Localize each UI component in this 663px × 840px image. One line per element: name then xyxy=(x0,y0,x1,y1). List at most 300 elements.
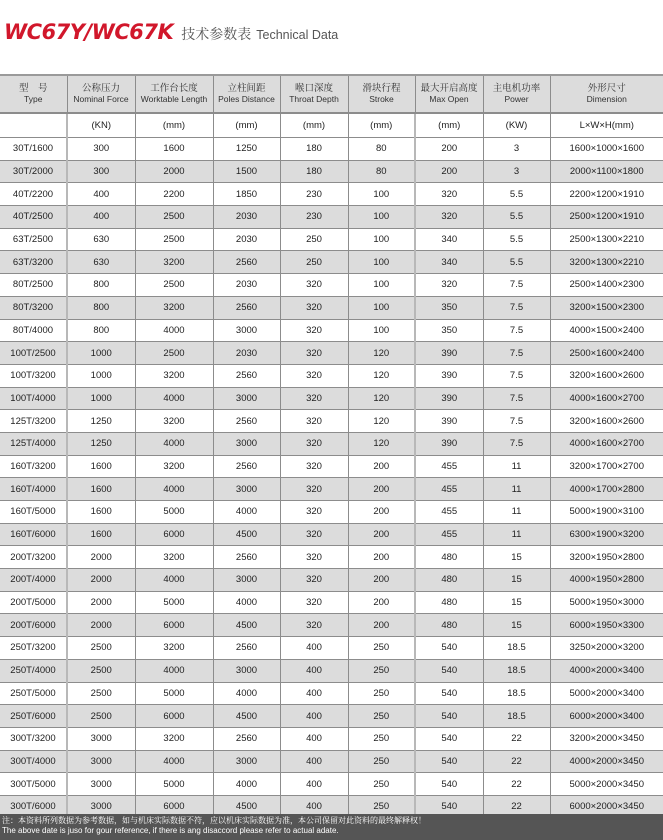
value-cell: 320 xyxy=(280,569,348,592)
value-cell: 250 xyxy=(348,637,415,660)
column-header xyxy=(0,75,67,113)
model-cell: 300T/3200 xyxy=(0,727,67,750)
value-cell: 400 xyxy=(280,727,348,750)
value-cell: 3000 xyxy=(213,750,280,773)
value-cell: 2500×1200×1910 xyxy=(550,206,663,229)
value-cell: 540 xyxy=(415,795,483,818)
value-cell: 2500×1600×2400 xyxy=(550,342,663,365)
value-cell: 350 xyxy=(415,296,483,319)
value-cell: 4000 xyxy=(213,591,280,614)
value-cell: 320 xyxy=(415,274,483,297)
value-cell: 230 xyxy=(280,183,348,206)
table-row xyxy=(0,228,663,251)
table-row xyxy=(0,569,663,592)
value-cell: 1000 xyxy=(67,342,135,365)
value-cell: 2500 xyxy=(135,274,213,297)
value-cell: 120 xyxy=(348,432,415,455)
model-cell: 300T/4000 xyxy=(0,750,67,773)
table-row xyxy=(0,410,663,433)
value-cell: 3000 xyxy=(67,795,135,818)
model-cell: 200T/4000 xyxy=(0,569,67,592)
column-header-cn: 工作台长度 xyxy=(150,83,198,94)
value-cell: 230 xyxy=(280,206,348,229)
value-cell: 200 xyxy=(348,501,415,524)
model-cell: 100T/4000 xyxy=(0,387,67,410)
value-cell: 390 xyxy=(415,410,483,433)
value-cell: 100 xyxy=(348,251,415,274)
value-cell: 320 xyxy=(280,364,348,387)
value-cell: 4000 xyxy=(135,750,213,773)
value-cell: 390 xyxy=(415,342,483,365)
value-cell: 7.5 xyxy=(483,387,550,410)
column-header-cn: 主电机功率 xyxy=(492,83,541,94)
table-row xyxy=(0,637,663,660)
value-cell: 320 xyxy=(280,274,348,297)
model-cell: 250T/3200 xyxy=(0,637,67,660)
value-cell: 1600 xyxy=(135,138,213,161)
model-cell: 250T/5000 xyxy=(0,682,67,705)
column-header-en: Power xyxy=(504,94,529,104)
value-cell: 455 xyxy=(415,501,483,524)
unit-cell: (mm) xyxy=(348,113,415,138)
value-cell: 2500 xyxy=(135,228,213,251)
value-cell: 11 xyxy=(483,478,550,501)
value-cell: 4000 xyxy=(135,569,213,592)
value-cell: 2030 xyxy=(213,206,280,229)
value-cell: 4000 xyxy=(135,387,213,410)
model-cell: 30T/2000 xyxy=(0,160,67,183)
value-cell: 200 xyxy=(348,478,415,501)
model-cell: 160T/3200 xyxy=(0,455,67,478)
value-cell: 7.5 xyxy=(483,364,550,387)
value-cell: 22 xyxy=(483,773,550,796)
model-cell: 80T/2500 xyxy=(0,274,67,297)
value-cell: 6000 xyxy=(135,523,213,546)
table-header-row xyxy=(0,75,663,113)
value-cell: 2560 xyxy=(213,637,280,660)
value-cell: 200 xyxy=(415,160,483,183)
table-row xyxy=(0,773,663,796)
column-header-cn: 立柱间距 xyxy=(227,83,266,94)
value-cell: 2200 xyxy=(135,183,213,206)
value-cell: 180 xyxy=(280,160,348,183)
value-cell: 80 xyxy=(348,160,415,183)
value-cell: 400 xyxy=(67,206,135,229)
column-header xyxy=(348,75,415,113)
table-row xyxy=(0,591,663,614)
value-cell: 540 xyxy=(415,773,483,796)
value-cell: 250 xyxy=(348,727,415,750)
value-cell: 200 xyxy=(348,591,415,614)
value-cell: 3200×2000×3450 xyxy=(550,727,663,750)
value-cell: 11 xyxy=(483,523,550,546)
value-cell: 80 xyxy=(348,138,415,161)
column-header-en: Nominal Force xyxy=(73,94,129,104)
value-cell: 320 xyxy=(280,478,348,501)
table-row xyxy=(0,183,663,206)
note-chinese: 注：本资料所列数据为参考数据，如与机床实际数据不符，应以机床实际数据为准，本公司保留对此资料的最终解释权！ xyxy=(2,816,426,825)
value-cell: 1600 xyxy=(67,523,135,546)
table-row xyxy=(0,682,663,705)
table-row xyxy=(0,546,663,569)
technical-data-table xyxy=(0,74,663,819)
table-row xyxy=(0,659,663,682)
value-cell: 3000 xyxy=(67,727,135,750)
value-cell: 5000×2000×3450 xyxy=(550,773,663,796)
value-cell: 4000×2000×3450 xyxy=(550,750,663,773)
value-cell: 1250 xyxy=(213,138,280,161)
value-cell: 18.5 xyxy=(483,659,550,682)
column-header-cn: 最大开启高度 xyxy=(420,83,478,94)
value-cell: 540 xyxy=(415,682,483,705)
value-cell: 3200 xyxy=(135,296,213,319)
value-cell: 3250×2000×3200 xyxy=(550,637,663,660)
value-cell: 7.5 xyxy=(483,432,550,455)
value-cell: 3200 xyxy=(135,455,213,478)
value-cell: 320 xyxy=(280,523,348,546)
value-cell: 2560 xyxy=(213,251,280,274)
value-cell: 6000 xyxy=(135,795,213,818)
value-cell: 5000×2000×3400 xyxy=(550,682,663,705)
unit-cell: (mm) xyxy=(213,113,280,138)
model-cell: 300T/6000 xyxy=(0,795,67,818)
value-cell: 320 xyxy=(280,342,348,365)
value-cell: 1600 xyxy=(67,478,135,501)
value-cell: 3000 xyxy=(213,387,280,410)
value-cell: 350 xyxy=(415,319,483,342)
value-cell: 480 xyxy=(415,569,483,592)
table-row xyxy=(0,138,663,161)
value-cell: 18.5 xyxy=(483,705,550,728)
value-cell: 800 xyxy=(67,274,135,297)
model-cell: 125T/3200 xyxy=(0,410,67,433)
model-cell: 80T/4000 xyxy=(0,319,67,342)
table-row xyxy=(0,614,663,637)
value-cell: 3200×1700×2700 xyxy=(550,455,663,478)
value-cell: 200 xyxy=(348,546,415,569)
value-cell: 250 xyxy=(348,750,415,773)
table-row xyxy=(0,432,663,455)
column-header xyxy=(483,75,550,113)
table-row xyxy=(0,750,663,773)
value-cell: 100 xyxy=(348,228,415,251)
model-cell: 40T/2200 xyxy=(0,183,67,206)
value-cell: 2000 xyxy=(67,546,135,569)
value-cell: 18.5 xyxy=(483,682,550,705)
column-header-en: Throat Depth xyxy=(289,94,339,104)
value-cell: 340 xyxy=(415,251,483,274)
value-cell: 320 xyxy=(280,591,348,614)
model-cell: 160T/4000 xyxy=(0,478,67,501)
value-cell: 2560 xyxy=(213,546,280,569)
value-cell: 4000×1950×2800 xyxy=(550,569,663,592)
table-row xyxy=(0,523,663,546)
value-cell: 4000 xyxy=(135,432,213,455)
model-cell: 200T/3200 xyxy=(0,546,67,569)
value-cell: 480 xyxy=(415,546,483,569)
value-cell: 5000×1950×3000 xyxy=(550,591,663,614)
value-cell: 2560 xyxy=(213,727,280,750)
value-cell: 2560 xyxy=(213,296,280,319)
value-cell: 7.5 xyxy=(483,342,550,365)
value-cell: 1000 xyxy=(67,387,135,410)
model-cell: 100T/3200 xyxy=(0,364,67,387)
column-header-en: Poles Distance xyxy=(218,94,275,104)
value-cell: 250 xyxy=(280,228,348,251)
column-header xyxy=(280,75,348,113)
value-cell: 120 xyxy=(348,342,415,365)
model-cell: 63T/3200 xyxy=(0,251,67,274)
value-cell: 2560 xyxy=(213,364,280,387)
value-cell: 320 xyxy=(280,614,348,637)
value-cell: 4000×2000×3400 xyxy=(550,659,663,682)
value-cell: 3000 xyxy=(213,319,280,342)
table-row xyxy=(0,296,663,319)
value-cell: 2030 xyxy=(213,342,280,365)
column-header xyxy=(135,75,213,113)
table-row xyxy=(0,160,663,183)
value-cell: 400 xyxy=(280,750,348,773)
value-cell: 630 xyxy=(67,228,135,251)
value-cell: 2500×1300×2210 xyxy=(550,228,663,251)
value-cell: 120 xyxy=(348,387,415,410)
value-cell: 11 xyxy=(483,455,550,478)
value-cell: 5000 xyxy=(135,591,213,614)
value-cell: 7.5 xyxy=(483,319,550,342)
value-cell: 3200×1600×2600 xyxy=(550,410,663,433)
column-header xyxy=(415,75,483,113)
unit-cell: (KN) xyxy=(67,113,135,138)
value-cell: 22 xyxy=(483,727,550,750)
value-cell: 3000 xyxy=(213,569,280,592)
title-english: Technical Data xyxy=(256,28,339,42)
model-cell: 300T/5000 xyxy=(0,773,67,796)
value-cell: 22 xyxy=(483,750,550,773)
model-cell: 100T/2500 xyxy=(0,342,67,365)
table-row xyxy=(0,478,663,501)
value-cell: 1600 xyxy=(67,455,135,478)
value-cell: 320 xyxy=(280,432,348,455)
value-cell: 1600 xyxy=(67,501,135,524)
column-header-en: Stroke xyxy=(369,94,394,104)
value-cell: 400 xyxy=(280,795,348,818)
value-cell: 2500 xyxy=(67,659,135,682)
model-cell: 30T/1600 xyxy=(0,138,67,161)
value-cell: 4500 xyxy=(213,523,280,546)
value-cell: 390 xyxy=(415,387,483,410)
value-cell: 1250 xyxy=(67,410,135,433)
value-cell: 3200 xyxy=(135,251,213,274)
value-cell: 5000 xyxy=(135,501,213,524)
value-cell: 3000 xyxy=(213,478,280,501)
value-cell: 455 xyxy=(415,478,483,501)
value-cell: 2560 xyxy=(213,410,280,433)
value-cell: 200 xyxy=(415,138,483,161)
value-cell: 4000 xyxy=(135,478,213,501)
value-cell: 4500 xyxy=(213,614,280,637)
table-row xyxy=(0,251,663,274)
unit-cell: L×W×H(mm) xyxy=(550,113,663,138)
value-cell: 5.5 xyxy=(483,183,550,206)
value-cell: 540 xyxy=(415,637,483,660)
value-cell: 4000×1700×2800 xyxy=(550,478,663,501)
table-row xyxy=(0,705,663,728)
value-cell: 5.5 xyxy=(483,228,550,251)
value-cell: 11 xyxy=(483,501,550,524)
value-cell: 1600×1000×1600 xyxy=(550,138,663,161)
value-cell: 320 xyxy=(415,206,483,229)
value-cell: 4500 xyxy=(213,795,280,818)
value-cell: 2000 xyxy=(135,160,213,183)
value-cell: 390 xyxy=(415,364,483,387)
value-cell: 6000×1950×3300 xyxy=(550,614,663,637)
value-cell: 200 xyxy=(348,455,415,478)
value-cell: 180 xyxy=(280,138,348,161)
value-cell: 540 xyxy=(415,727,483,750)
value-cell: 7.5 xyxy=(483,296,550,319)
value-cell: 7.5 xyxy=(483,274,550,297)
model-cell: 160T/6000 xyxy=(0,523,67,546)
value-cell: 200 xyxy=(348,614,415,637)
value-cell: 800 xyxy=(67,319,135,342)
value-cell: 480 xyxy=(415,591,483,614)
value-cell: 300 xyxy=(67,138,135,161)
value-cell: 400 xyxy=(280,773,348,796)
value-cell: 320 xyxy=(280,455,348,478)
value-cell: 6000×2000×3450 xyxy=(550,795,663,818)
value-cell: 2000×1100×1800 xyxy=(550,160,663,183)
value-cell: 4500 xyxy=(213,705,280,728)
value-cell: 100 xyxy=(348,183,415,206)
value-cell: 3200 xyxy=(135,410,213,433)
value-cell: 6000 xyxy=(135,705,213,728)
value-cell: 250 xyxy=(348,659,415,682)
value-cell: 3200 xyxy=(135,637,213,660)
value-cell: 2560 xyxy=(213,455,280,478)
column-header-cn: 型 号 xyxy=(18,83,48,94)
footer-note xyxy=(0,814,663,840)
value-cell: 3200 xyxy=(135,364,213,387)
value-cell: 3000 xyxy=(67,750,135,773)
value-cell: 2030 xyxy=(213,228,280,251)
value-cell: 2500 xyxy=(67,637,135,660)
value-cell: 250 xyxy=(348,682,415,705)
value-cell: 5000 xyxy=(135,773,213,796)
column-header-cn: 滑块行程 xyxy=(362,83,401,94)
table-row xyxy=(0,364,663,387)
value-cell: 4000×1600×2700 xyxy=(550,432,663,455)
page-title xyxy=(4,20,338,48)
value-cell: 100 xyxy=(348,296,415,319)
column-header-en: Type xyxy=(24,94,43,104)
value-cell: 100 xyxy=(348,274,415,297)
table-row xyxy=(0,319,663,342)
table-row xyxy=(0,501,663,524)
value-cell: 400 xyxy=(280,637,348,660)
model-cell: 250T/4000 xyxy=(0,659,67,682)
model-cell: 200T/5000 xyxy=(0,591,67,614)
value-cell: 250 xyxy=(348,795,415,818)
model-cell: 250T/6000 xyxy=(0,705,67,728)
table-row xyxy=(0,206,663,229)
value-cell: 400 xyxy=(280,659,348,682)
value-cell: 250 xyxy=(348,705,415,728)
value-cell: 4000×1500×2400 xyxy=(550,319,663,342)
column-header-en: Max Open xyxy=(429,94,469,104)
value-cell: 3000 xyxy=(213,432,280,455)
column-header xyxy=(67,75,135,113)
value-cell: 540 xyxy=(415,750,483,773)
value-cell: 22 xyxy=(483,795,550,818)
column-header-en: Worktable Length xyxy=(140,94,208,104)
table-row xyxy=(0,342,663,365)
column-header-en: Dimension xyxy=(586,94,627,104)
value-cell: 3200×1600×2600 xyxy=(550,364,663,387)
value-cell: 3 xyxy=(483,138,550,161)
model-name: WC67Y/WC67K xyxy=(4,20,174,44)
unit-row xyxy=(0,113,663,138)
value-cell: 630 xyxy=(67,251,135,274)
value-cell: 200 xyxy=(348,569,415,592)
value-cell: 6000 xyxy=(135,614,213,637)
value-cell: 455 xyxy=(415,455,483,478)
value-cell: 540 xyxy=(415,705,483,728)
value-cell: 100 xyxy=(348,206,415,229)
model-cell: 200T/6000 xyxy=(0,614,67,637)
value-cell: 2500 xyxy=(135,206,213,229)
table-row xyxy=(0,387,663,410)
value-cell: 4000 xyxy=(213,682,280,705)
value-cell: 540 xyxy=(415,659,483,682)
value-cell: 2500 xyxy=(67,682,135,705)
value-cell: 455 xyxy=(415,523,483,546)
value-cell: 5.5 xyxy=(483,251,550,274)
value-cell: 250 xyxy=(280,251,348,274)
value-cell: 5.5 xyxy=(483,206,550,229)
value-cell: 400 xyxy=(67,183,135,206)
value-cell: 320 xyxy=(280,319,348,342)
value-cell: 2000 xyxy=(67,591,135,614)
value-cell: 2000 xyxy=(67,614,135,637)
value-cell: 3200 xyxy=(135,727,213,750)
value-cell: 5000×1900×3100 xyxy=(550,501,663,524)
value-cell: 3200×1500×2300 xyxy=(550,296,663,319)
value-cell: 3000 xyxy=(67,773,135,796)
value-cell: 2000 xyxy=(67,569,135,592)
value-cell: 3000 xyxy=(213,659,280,682)
value-cell: 340 xyxy=(415,228,483,251)
unit-cell: (KW) xyxy=(483,113,550,138)
value-cell: 18.5 xyxy=(483,637,550,660)
value-cell: 1500 xyxy=(213,160,280,183)
value-cell: 2500 xyxy=(135,342,213,365)
model-cell: 40T/2500 xyxy=(0,206,67,229)
table-row xyxy=(0,274,663,297)
value-cell: 480 xyxy=(415,614,483,637)
value-cell: 320 xyxy=(280,410,348,433)
value-cell: 120 xyxy=(348,410,415,433)
value-cell: 15 xyxy=(483,614,550,637)
value-cell: 320 xyxy=(415,183,483,206)
value-cell: 320 xyxy=(280,546,348,569)
value-cell: 400 xyxy=(280,682,348,705)
value-cell: 390 xyxy=(415,432,483,455)
value-cell: 4000 xyxy=(135,319,213,342)
value-cell: 300 xyxy=(67,160,135,183)
value-cell: 3 xyxy=(483,160,550,183)
value-cell: 120 xyxy=(348,364,415,387)
model-cell: 160T/5000 xyxy=(0,501,67,524)
